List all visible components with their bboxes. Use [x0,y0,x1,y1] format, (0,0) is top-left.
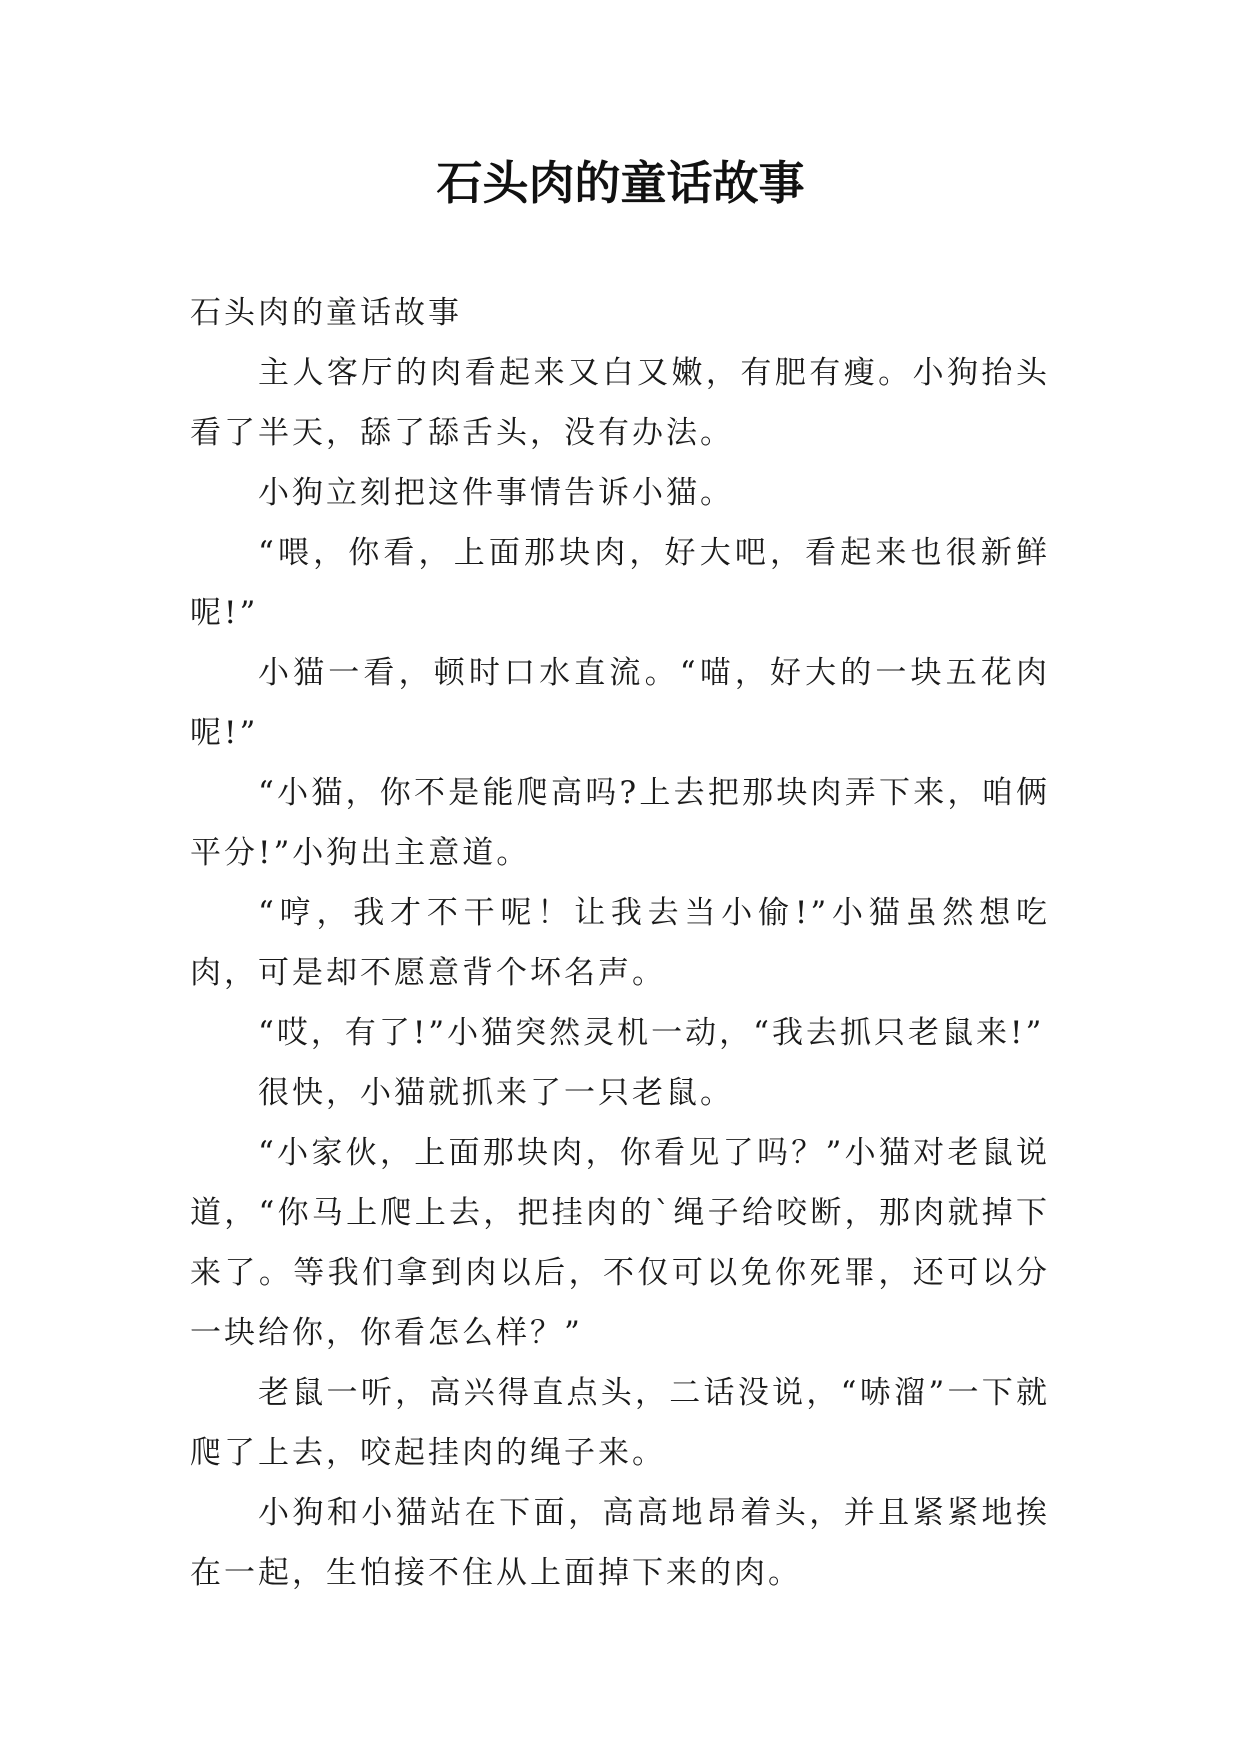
paragraph: “哼，我才不干呢！让我去当小偷!”小猫虽然想吃肉，可是却不愿意背个坏名声。 [190,895,1050,991]
paragraph: “哎，有了!”小猫突然灵机一动，“我去抓只老鼠来!” [258,1015,1045,1051]
paragraph: 小猫一看，顿时口水直流。“喵，好大的一块五花肉呢!” [190,655,1050,751]
paragraph: “小家伙，上面那块肉，你看见了吗？”小猫对老鼠说道，“你马上爬上去，把挂肉的`绳子给咬断，那肉就掉下来了。等我们拿到肉以后，不仅可以免你死罪，还可以分一块给你，你看怎么样？” [190,1135,1050,1351]
paragraph: “喂，你看，上面那块肉，好大吧，看起来也很新鲜呢!” [190,535,1050,631]
paragraph: “小猫，你不是能爬高吗?上去把那块肉弄下来，咱俩平分!”小狗出主意道。 [190,775,1050,871]
document-body [190,283,1050,1603]
document-title: 石头肉的童话故事 [436,156,805,210]
section-heading: 石头肉的童话故事 [190,295,462,331]
paragraph: 老鼠一听，高兴得直点头，二话没说，“哧溜”一下就爬了上去，咬起挂肉的绳子来。 [190,1375,1050,1471]
paragraph: 小狗立刻把这件事情告诉小猫。 [258,475,734,511]
paragraph: 很快，小猫就抓来了一只老鼠。 [258,1075,734,1111]
paragraph: 小狗和小猫站在下面，高高地昂着头，并且紧紧地挨在一起，生怕接不住从上面掉下来的肉。 [190,1495,1050,1591]
paragraph: 主人客厅的肉看起来又白又嫩，有肥有瘦。小狗抬头看了半天，舔了舔舌头，没有办法。 [190,355,1050,451]
